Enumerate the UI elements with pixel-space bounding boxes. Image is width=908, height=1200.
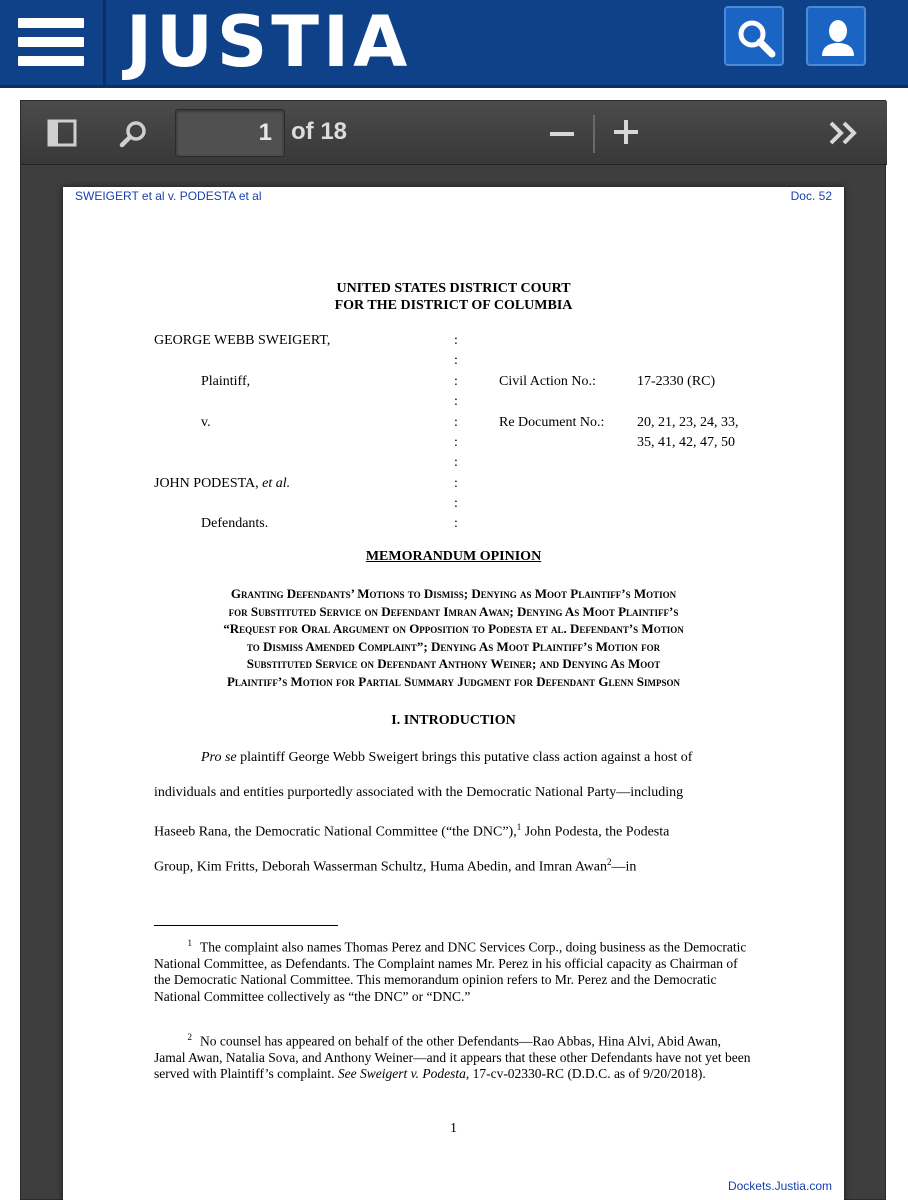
footnote-text: , 17-cv-02330-RC (D.D.C. as of 9/20/2018).	[465, 1066, 706, 1082]
footnote-rule	[154, 925, 338, 926]
dockets-justia-link[interactable]: Dockets.Justia.com	[727, 1179, 832, 1193]
re-document-values-line2: 35, 41, 42, 47, 50	[637, 435, 735, 450]
zoom-in-icon[interactable]	[613, 119, 639, 145]
caption-colon: :	[454, 455, 458, 470]
re-document-values-line1: 20, 21, 23, 24, 33,	[637, 415, 739, 430]
court-name-line2: FOR THE DISTRICT OF COLUMBIA	[334, 298, 573, 313]
zoom-out-icon[interactable]	[549, 121, 575, 147]
pdf-viewer	[20, 100, 886, 1200]
re-document-label: Re Document No.:	[499, 415, 605, 430]
body-text: Haseeb Rana, the Democratic National Committee (“the DNC”),	[154, 824, 517, 840]
body-line: individuals and entities purportedly associated with the Democratic National Party—including	[154, 785, 684, 800]
caption-colon: :	[454, 476, 458, 491]
sidebar-toggle-icon[interactable]	[47, 119, 77, 147]
body-text: —in	[611, 859, 637, 875]
search-icon	[734, 16, 778, 60]
caption-colon: :	[454, 496, 458, 511]
footnote-text: The complaint also names Thomas Perez and DNC Services Corp., doing business as the Democratic National Committee, as Defendants. The Complaint names Mr. Perez in his official capacity as Chairman of the Democratic National Committee. This memorandum opinion refers to Mr. Perez and the Democratic National Committee collectively as “the DNC” or “DNC.”	[154, 939, 747, 1004]
header-divider	[103, 0, 106, 88]
defendant-name	[154, 475, 290, 492]
body-line	[201, 749, 692, 766]
body-text: Group, Kim Fritts, Deborah Wasserman Schultz, Huma Abedin, and Imran Awan	[154, 859, 608, 875]
plaintiff-label: Plaintiff,	[201, 374, 251, 389]
defendant-label: Defendants.	[201, 516, 269, 531]
footnote-2	[154, 1029, 754, 1083]
doc-number-link[interactable]: Doc. 52	[790, 189, 832, 203]
site-header	[0, 0, 908, 88]
user-account-button[interactable]	[806, 6, 866, 66]
plaintiff-name: GEORGE WEBB SWEIGERT,	[154, 333, 331, 348]
caption-colon: :	[454, 353, 458, 368]
footnote-ref: 1	[516, 822, 522, 832]
caption-colon: :	[454, 333, 458, 348]
body-line	[154, 854, 636, 876]
caption-colon: :	[454, 516, 458, 531]
search-button[interactable]	[724, 6, 784, 66]
find-icon[interactable]	[119, 119, 149, 149]
court-name-line1: UNITED STATES DISTRICT COURT	[336, 281, 571, 296]
page-number-input[interactable]	[175, 109, 285, 157]
subtitle-line: “Request for Oral Argument on Opposition to Podesta et al. Defendant’s Motion	[223, 621, 684, 637]
menu-bar	[18, 18, 84, 28]
user-icon	[816, 16, 860, 60]
footnote-mark: 1	[187, 938, 192, 948]
case-title-link[interactable]: SWEIGERT et al v. PODESTA et al	[75, 189, 262, 203]
footnote-1	[154, 935, 754, 1005]
menu-bar	[18, 56, 84, 66]
defendant-etal: et al.	[262, 476, 291, 491]
subtitle-line: Plaintiff’s Motion for Partial Summary Judgment for Defendant Glenn Simpson	[226, 673, 681, 689]
civil-action-label: Civil Action No.:	[499, 374, 596, 389]
caption-colon: :	[454, 415, 458, 430]
versus: v.	[201, 415, 211, 430]
footnote-text: No counsel has appeared on behalf of the other Defendants—Rao Abbas, Hina Alvi, Abid Awan, Jamal Awan, Natalia Sova, and Anthony Weiner—and it appears that these other Defendants have not yet been served with Plaintiff’s complaint.	[154, 1033, 751, 1082]
subtitle-line: Substituted Service on Defendant Anthony Weiner; and Denying As Moot	[246, 656, 661, 672]
footnote-mark: 2	[187, 1032, 192, 1042]
page-number: 1	[450, 1121, 457, 1136]
section-heading-introduction: I. INTRODUCTION	[391, 713, 516, 728]
viewer-toolbar	[21, 101, 887, 165]
footnote-ref: 2	[607, 857, 612, 867]
subtitle-line: to Dismiss Amended Complaint”; Denying As Moot Plaintiff’s Motion for	[246, 638, 661, 654]
body-italic: Pro se	[201, 750, 237, 765]
document-page	[63, 187, 844, 1200]
civil-action-value: 17-2330 (RC)	[637, 374, 716, 389]
menu-bar	[18, 37, 84, 47]
opinion-subtitle	[123, 585, 784, 691]
body-text: John Podesta, the Podesta	[521, 824, 670, 840]
hamburger-menu-icon[interactable]	[18, 14, 84, 70]
defendant-name-text: JOHN PODESTA,	[154, 476, 259, 491]
toolbar-separator	[593, 115, 595, 153]
body-line	[154, 819, 669, 841]
double-chevron-right-icon[interactable]	[827, 119, 861, 147]
caption-colon: :	[454, 394, 458, 409]
body-text: plaintiff George Webb Sweigert brings this putative class action against a host of	[236, 750, 693, 765]
justia-logo[interactable]: JUSTIA	[126, 1, 412, 83]
page-count: of 18	[291, 118, 348, 145]
caption-colon: :	[454, 435, 458, 450]
subtitle-line: for Substituted Service on Defendant Imran Awan; Denying As Moot Plaintiff’s	[228, 603, 679, 619]
caption-colon: :	[454, 374, 458, 389]
footnote-citation: See Sweigert v. Podesta	[337, 1066, 466, 1082]
subtitle-line: Granting Defendants’ Motions to Dismiss; Denying as Moot Plaintiff’s Motion	[230, 586, 677, 601]
memorandum-title: MEMORANDUM OPINION	[365, 549, 542, 564]
